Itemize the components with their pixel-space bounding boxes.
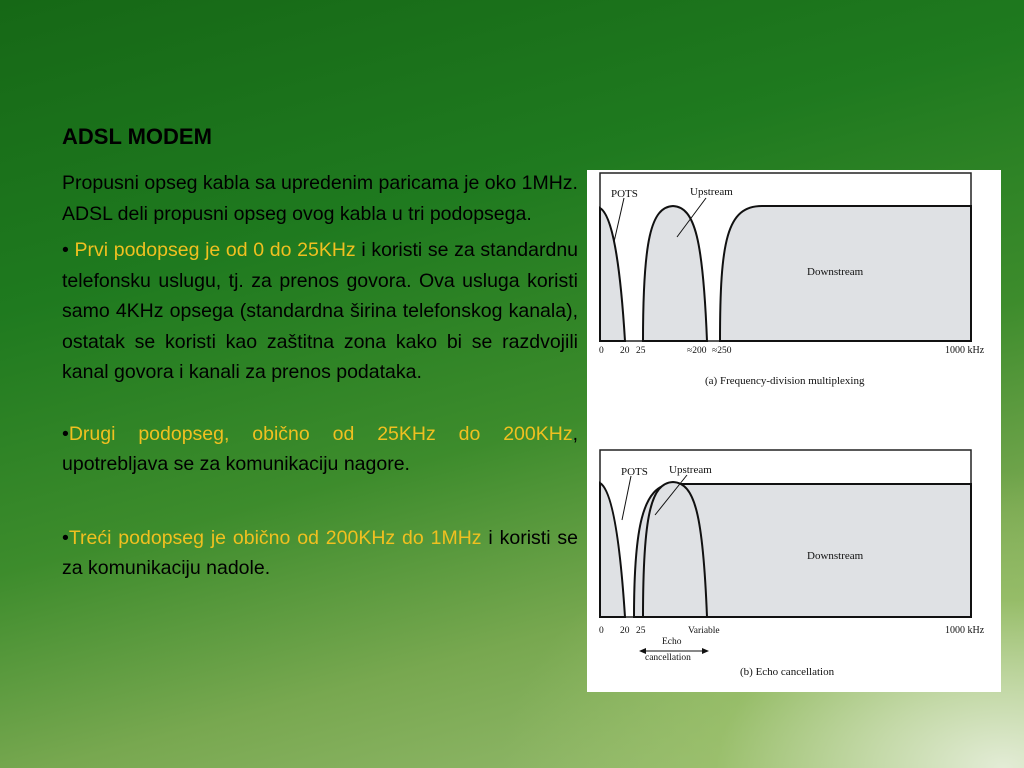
bullet-marker: • xyxy=(62,526,69,549)
tick-25-a: 25 xyxy=(636,346,646,356)
echo-label-line2: cancellation xyxy=(645,653,691,663)
tick-0-a: 0 xyxy=(599,346,604,356)
slide-title: ADSL MODEM xyxy=(62,124,212,149)
spectrum-diagrams-svg xyxy=(587,170,1001,692)
tick-200-a: ≈200 xyxy=(687,346,707,356)
tick-0-b: 0 xyxy=(599,626,604,636)
bullet-highlight: Prvi podopseg je od 0 do 25KHz xyxy=(74,239,356,261)
diagram-a xyxy=(599,173,985,387)
tick-250-a: ≈250 xyxy=(712,346,732,356)
bullet-first-band xyxy=(62,235,578,388)
bullet-highlight: Drugi podopseg, obično od 25KHz do 200KHz xyxy=(68,422,573,445)
bullet-text: i koristi se za standardnu telefonsku uslugu, tj. za prenos govora. Ova usluga koristi samo 4KHz opsega (standardna širina telefonskog kanala), ostatak se koristi kao zaštitna zona kako bi se razdvojili kanal govora i kanali za prenos podataka. xyxy=(62,239,579,383)
bullet-highlight: Treći podopseg je obično od 200KHz do 1MHz xyxy=(68,526,482,549)
caption-a: (a) Frequency-division multiplexing xyxy=(705,375,865,387)
bullet-marker: • xyxy=(62,239,69,261)
intro-paragraph: Propusni opseg kabla sa upredenim paricama je oko 1MHz. ADSL deli propusni opseg ovog kabla u tri podopsega. xyxy=(62,172,578,225)
content-text xyxy=(62,168,578,584)
tick-1000-a: 1000 kHz xyxy=(945,345,985,356)
tick-20-a: 20 xyxy=(620,346,630,356)
tick-25-b: 25 xyxy=(636,626,646,636)
adsl-spectrum-figure xyxy=(587,170,1001,692)
bullet-text: i koristi se za komunikaciju nadole. xyxy=(62,526,578,579)
upstream-label-a: Upstream xyxy=(690,186,733,198)
bullet-second-band xyxy=(62,419,578,480)
tick-1000-b: 1000 kHz xyxy=(945,625,985,636)
upstream-label-b: Upstream xyxy=(669,464,712,476)
pots-label-b: POTS xyxy=(621,466,648,478)
tick-20-b: 20 xyxy=(620,626,630,636)
downstream-label-b: Downstream xyxy=(807,550,864,562)
caption-b: (b) Echo cancellation xyxy=(740,666,835,678)
downstream-label-a: Downstream xyxy=(807,266,864,278)
bullet-marker: • xyxy=(62,422,69,445)
diagram-b xyxy=(599,450,985,678)
pots-label-a: POTS xyxy=(611,188,638,200)
echo-arrow-right-head xyxy=(702,648,709,654)
echo-label-line1: Echo xyxy=(662,637,682,647)
bullet-text: , upotrebljava se za komunikaciju nagore. xyxy=(62,422,578,475)
tick-variable-b: Variable xyxy=(688,626,720,636)
bullet-third-band xyxy=(62,523,578,584)
